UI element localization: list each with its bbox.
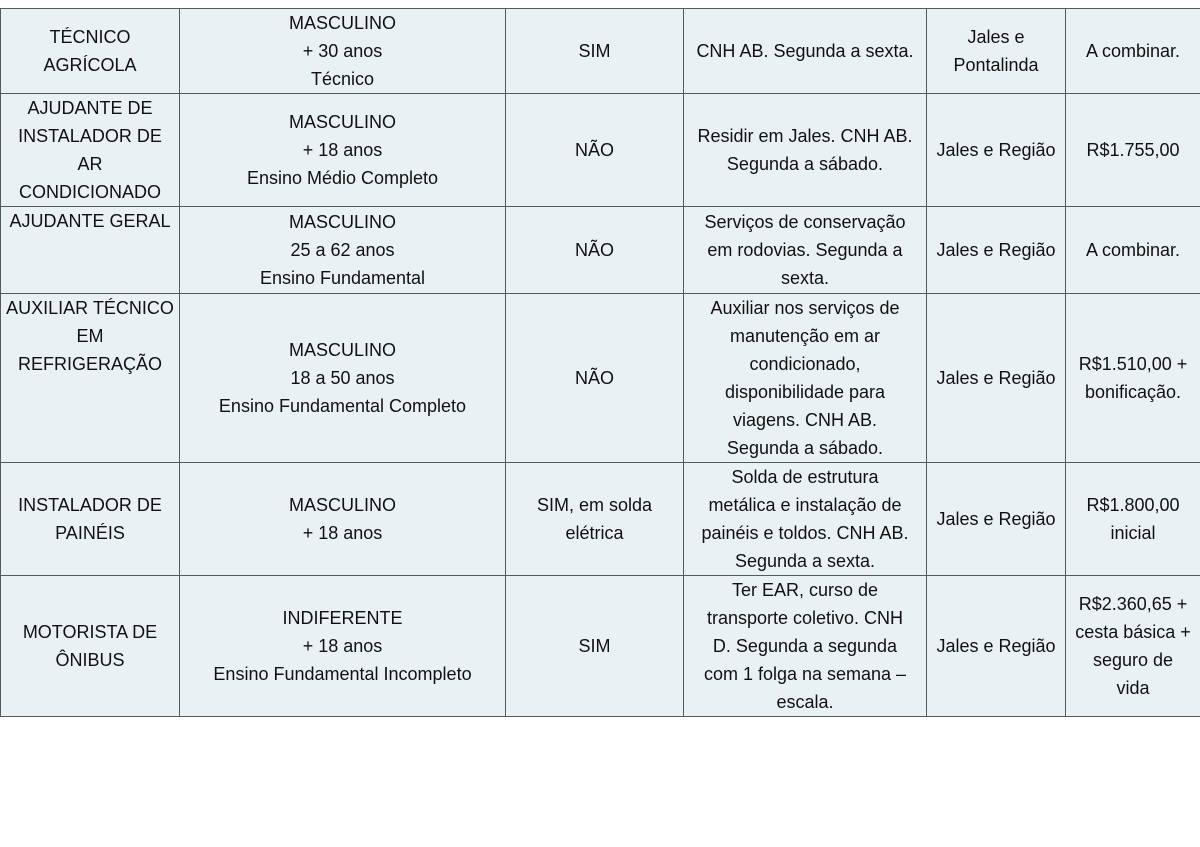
requisitos-line: MASCULINO xyxy=(288,112,396,132)
cargo-line: CONDICIONADO xyxy=(18,182,161,202)
observacoes-line: condicionado, xyxy=(749,354,861,374)
cargo-cell xyxy=(1,294,180,463)
salario-line: R$1.510,00 + xyxy=(1078,354,1188,374)
observacoes-cell xyxy=(684,9,927,94)
local-cell xyxy=(927,294,1066,463)
requisitos-line: Ensino Fundamental Completo xyxy=(218,396,467,416)
observacoes-line: Solda de estrutura xyxy=(731,467,879,487)
cargo-cell xyxy=(1,9,180,94)
local-line: Jales e Região xyxy=(936,509,1056,529)
observacoes-line: transporte coletivo. CNH xyxy=(706,608,904,628)
requisitos-line: Técnico xyxy=(310,69,375,89)
experiencia-cell xyxy=(506,94,684,207)
requisitos-line: 25 a 62 anos xyxy=(290,240,395,260)
local-cell xyxy=(927,463,1066,576)
requisitos-line: + 18 anos xyxy=(302,636,383,656)
salario-cell xyxy=(1066,9,1200,94)
observacoes-line: sexta. xyxy=(780,268,830,288)
cargo-cell xyxy=(1,207,180,294)
experiencia-line: NÃO xyxy=(574,368,614,388)
observacoes-cell xyxy=(684,94,927,207)
observacoes-line: Segunda a sábado. xyxy=(726,154,884,174)
salario-line: R$1.800,00 xyxy=(1086,495,1180,515)
experiencia-line: NÃO xyxy=(574,240,614,260)
salario-line: R$2.360,65 + xyxy=(1078,594,1188,614)
observacoes-line: Auxiliar nos serviços de xyxy=(710,298,900,318)
cargo-line: AUXILIAR TÉCNICO xyxy=(6,298,174,318)
observacoes-line: Segunda a sábado. xyxy=(726,438,884,458)
salario-line: seguro de xyxy=(1092,650,1174,670)
observacoes-line: disponibilidade para xyxy=(724,382,886,402)
salario-line: vida xyxy=(1116,678,1150,698)
observacoes-line: em rodovias. Segunda a xyxy=(707,240,903,260)
table-row xyxy=(1,294,1200,463)
local-line: Jales e Região xyxy=(936,368,1056,388)
table-row xyxy=(1,463,1200,576)
experiencia-line: elétrica xyxy=(565,523,624,543)
observacoes-line: metálica e instalação de xyxy=(708,495,902,515)
cargo-line: ÔNIBUS xyxy=(55,650,125,670)
table-row xyxy=(1,94,1200,207)
requisitos-cell xyxy=(180,94,506,207)
cargo-cell xyxy=(1,94,180,207)
observacoes-line: escala. xyxy=(776,692,834,712)
local-line: Jales e Região xyxy=(936,240,1056,260)
requisitos-cell xyxy=(180,576,506,717)
salario-cell xyxy=(1066,463,1200,576)
cargo-line: INSTALADOR DE xyxy=(18,495,162,515)
requisitos-cell xyxy=(180,9,506,94)
experiencia-line: SIM xyxy=(578,41,611,61)
cargo-line: AJUDANTE DE xyxy=(27,98,153,118)
local-cell xyxy=(927,9,1066,94)
observacoes-line: CNH AB. Segunda a sexta. xyxy=(696,41,914,61)
observacoes-line: Residir em Jales. CNH AB. xyxy=(697,126,913,146)
requisitos-line: Ensino Médio Completo xyxy=(246,168,439,188)
salario-line: bonificação. xyxy=(1084,382,1182,402)
experiencia-cell xyxy=(506,576,684,717)
observacoes-cell xyxy=(684,463,927,576)
table-row xyxy=(1,576,1200,717)
job-openings-table xyxy=(0,8,1200,717)
observacoes-line: viagens. CNH AB. xyxy=(732,410,878,430)
requisitos-line: + 30 anos xyxy=(302,41,383,61)
cargo-line: EM xyxy=(76,326,104,346)
salario-line: A combinar. xyxy=(1085,41,1181,61)
cargo-line: AR xyxy=(77,154,103,174)
cargo-line: REFRIGERAÇÃO xyxy=(17,354,163,374)
requisitos-line: Ensino Fundamental Incompleto xyxy=(213,664,472,684)
requisitos-cell xyxy=(180,207,506,294)
cargo-line: TÉCNICO xyxy=(49,27,131,47)
requisitos-cell xyxy=(180,463,506,576)
observacoes-cell xyxy=(684,207,927,294)
cargo-cell xyxy=(1,576,180,717)
requisitos-line: + 18 anos xyxy=(302,140,383,160)
experiencia-line: SIM xyxy=(578,636,611,656)
experiencia-cell xyxy=(506,207,684,294)
experiencia-cell xyxy=(506,463,684,576)
requisitos-line: Ensino Fundamental xyxy=(259,268,426,288)
salario-line: A combinar. xyxy=(1085,240,1181,260)
experiencia-cell xyxy=(506,294,684,463)
experiencia-line: SIM, em solda xyxy=(536,495,653,515)
cargo-cell xyxy=(1,463,180,576)
cargo-line: AJUDANTE GERAL xyxy=(9,211,171,231)
salario-cell xyxy=(1066,576,1200,717)
experiencia-line: NÃO xyxy=(574,140,614,160)
requisitos-line: INDIFERENTE xyxy=(282,608,403,628)
salario-cell xyxy=(1066,94,1200,207)
salario-line: R$1.755,00 xyxy=(1086,140,1180,160)
cargo-line: MOTORISTA DE xyxy=(22,622,158,642)
requisitos-line: 18 a 50 anos xyxy=(290,368,395,388)
salario-cell xyxy=(1066,294,1200,463)
local-line: Pontalinda xyxy=(953,55,1039,75)
requisitos-line: MASCULINO xyxy=(288,340,396,360)
salario-line: cesta básica + xyxy=(1075,622,1191,642)
requisitos-line: MASCULINO xyxy=(288,495,396,515)
local-line: Jales e xyxy=(967,27,1025,47)
observacoes-line: Serviços de conservação xyxy=(704,212,906,232)
local-line: Jales e Região xyxy=(936,636,1056,656)
local-cell xyxy=(927,207,1066,294)
requisitos-line: + 18 anos xyxy=(302,523,383,543)
cargo-line: AGRÍCOLA xyxy=(43,55,137,75)
cargo-line: PAINÉIS xyxy=(55,523,125,543)
observacoes-cell xyxy=(684,294,927,463)
experiencia-cell xyxy=(506,9,684,94)
observacoes-line: manutenção em ar xyxy=(729,326,881,346)
local-line: Jales e Região xyxy=(936,140,1056,160)
observacoes-line: Ter EAR, curso de xyxy=(731,580,879,600)
requisitos-line: MASCULINO xyxy=(288,13,396,33)
observacoes-line: painéis e toldos. CNH AB. xyxy=(701,523,909,543)
requisitos-cell xyxy=(180,294,506,463)
salario-cell xyxy=(1066,207,1200,294)
observacoes-cell xyxy=(684,576,927,717)
observacoes-line: D. Segunda a segunda xyxy=(712,636,898,656)
observacoes-line: com 1 folga na semana – xyxy=(703,664,907,684)
local-cell xyxy=(927,94,1066,207)
salario-line: inicial xyxy=(1110,523,1156,543)
table-row xyxy=(1,9,1200,94)
observacoes-line: Segunda a sexta. xyxy=(734,551,876,571)
local-cell xyxy=(927,576,1066,717)
table-row xyxy=(1,207,1200,294)
cargo-line: INSTALADOR DE xyxy=(18,126,162,146)
requisitos-line: MASCULINO xyxy=(288,212,396,232)
